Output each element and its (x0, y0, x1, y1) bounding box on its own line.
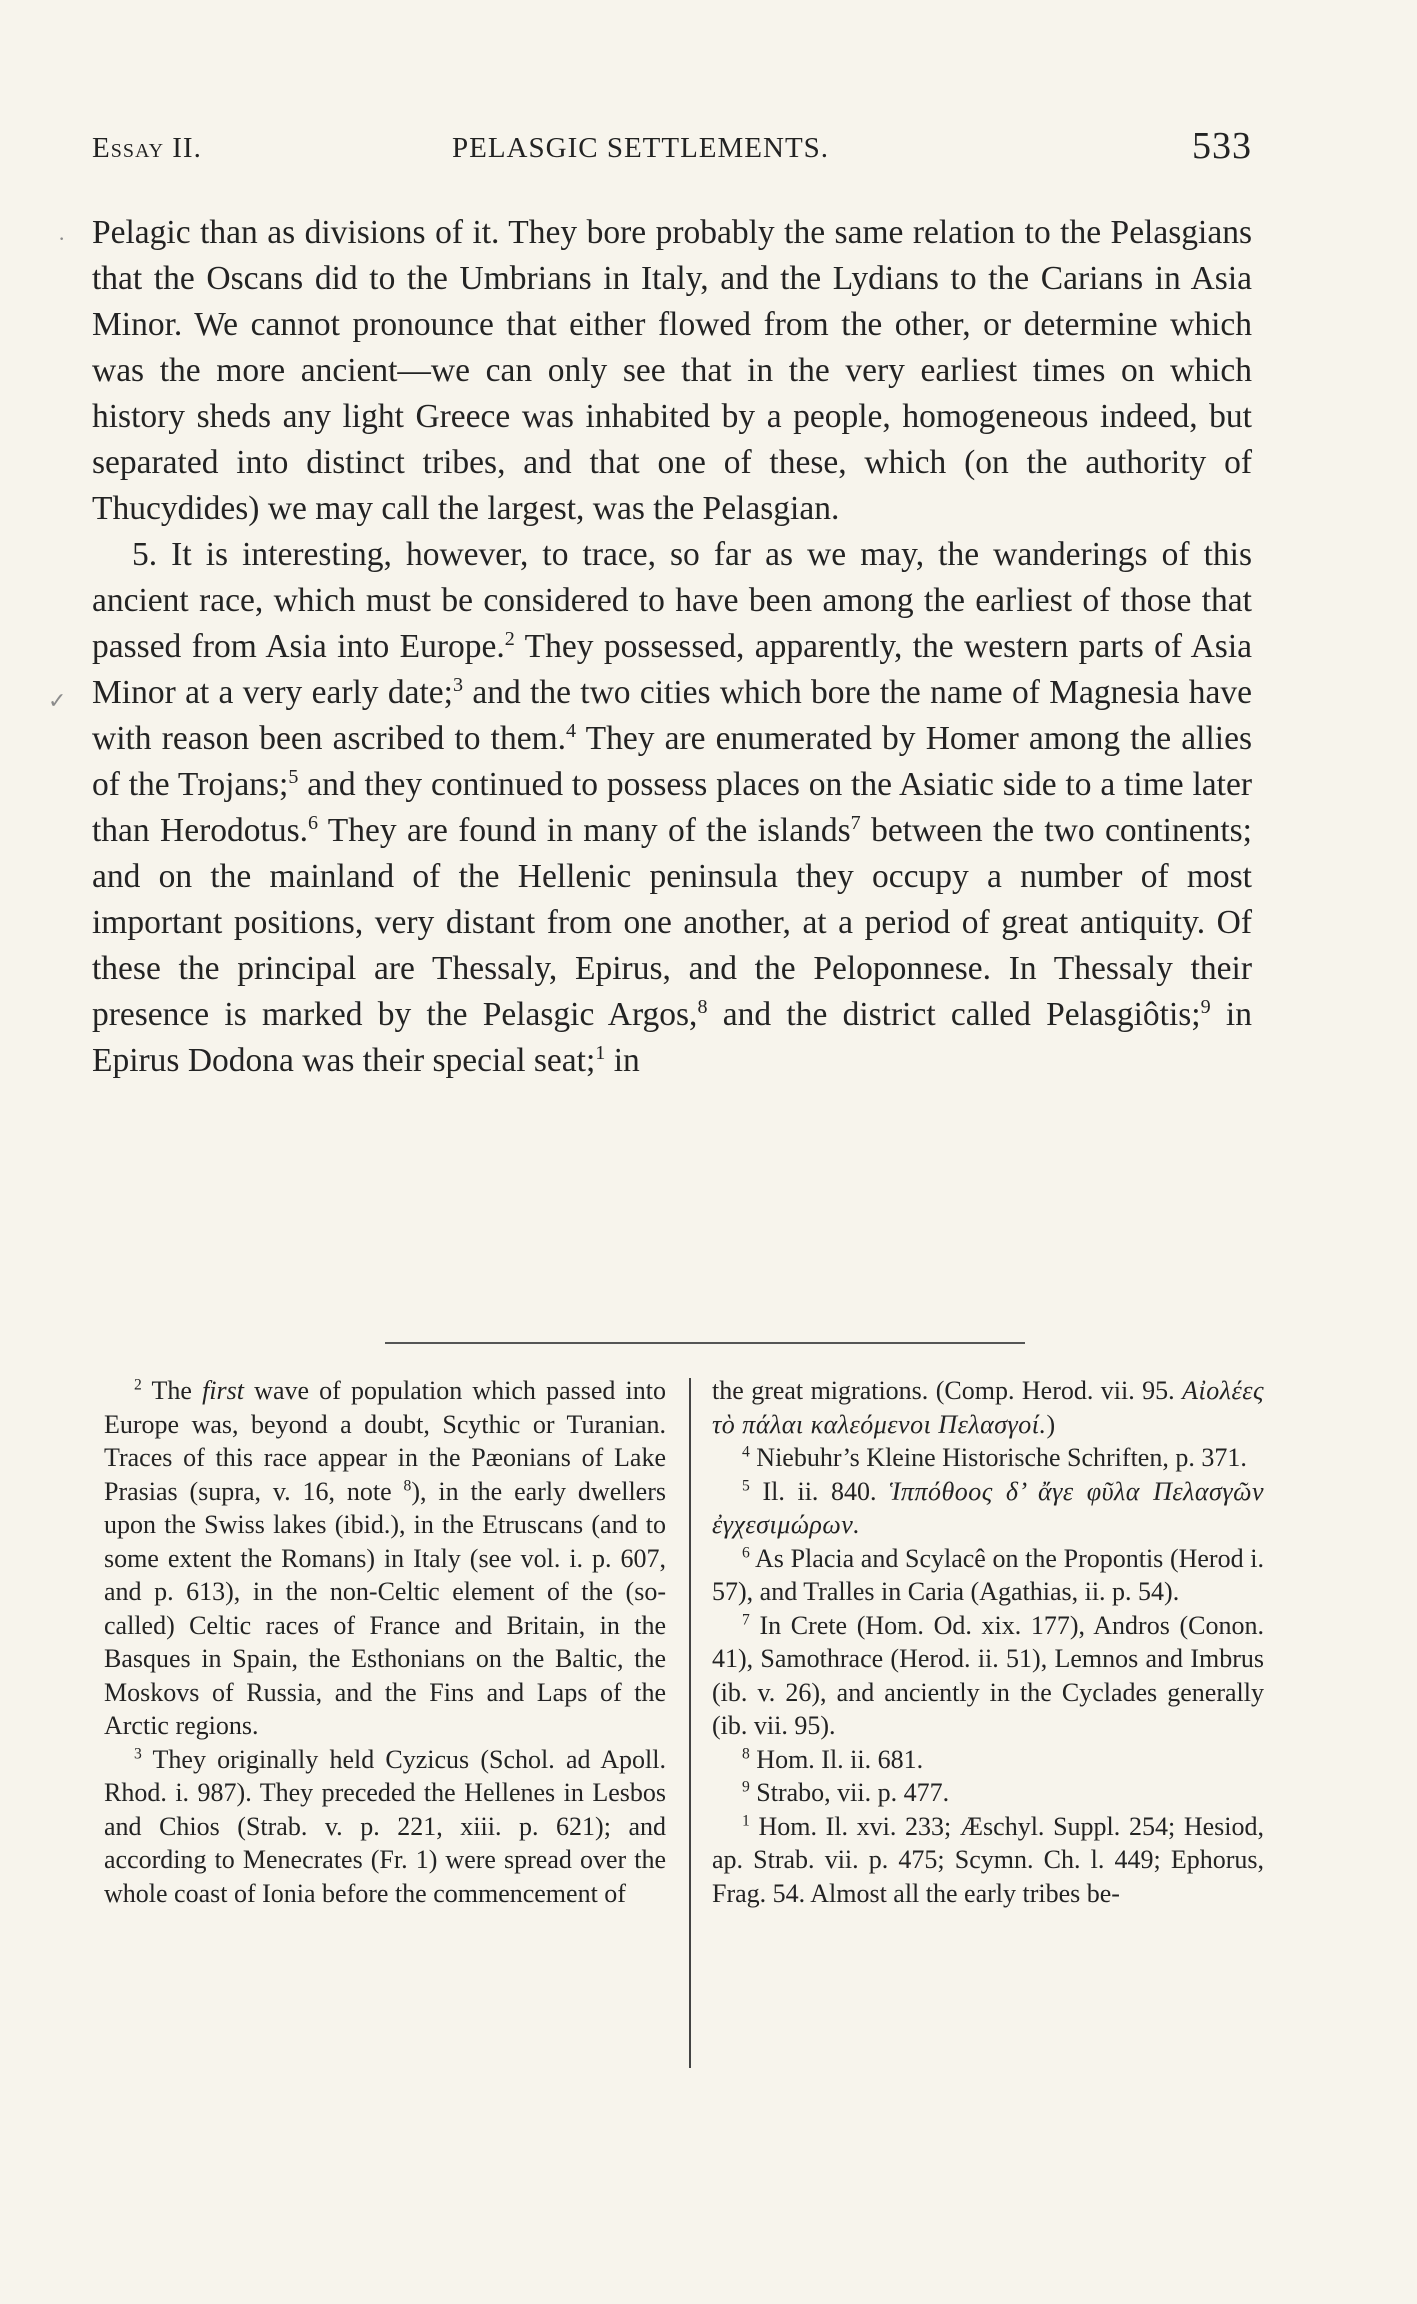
paragraph-2 (92, 532, 1252, 1084)
chapter-title: PELASGIC SETTLEMENTS. (452, 132, 830, 164)
footnote-6 (712, 1542, 1264, 1609)
footnote-ref-8: 8 (697, 995, 708, 1018)
footnote-8 (712, 1743, 1264, 1777)
footnote-text: They originally held Cyzicus (Schol. ad Apoll. Rhod. i. 987). They preceded the Hellenes in Lesbos and Chios (Strab. v. p. 221, xiii. p. 621); and according to Menecrates (Fr. 1) were spread over the whole coast of Ionia before the commencement of (104, 1744, 666, 1908)
footnote-text: Niebuhr’s Kleine Historische Schriften, p. 371. (749, 1443, 1247, 1472)
footnote-inner-ref: 8 (403, 1476, 412, 1494)
paragraph-2-part-j: in (605, 1042, 640, 1079)
footnote-text: Hom. Il. ii. 681. (749, 1744, 924, 1774)
footnote-text: Il. ii. 840. (749, 1476, 890, 1506)
footnote-text: ) (1046, 1409, 1056, 1439)
running-header (92, 124, 1252, 174)
footnote-number: 5 (742, 1476, 750, 1494)
footnote-number: 2 (134, 1376, 142, 1394)
footnote-number: 7 (742, 1610, 750, 1628)
footnote-3 (104, 1743, 666, 1911)
paragraph-2-part-h: and the district called Pelasgiôtis; (707, 996, 1201, 1033)
footnote-number: 9 (742, 1778, 750, 1796)
footnote-7 (712, 1609, 1264, 1743)
footnote-text: Hom. Il. xvi. 233; Æschyl. Suppl. 254; Hesiod, ap. Strab. vii. p. 475; Scymn. Ch. l. 449; Ephorus, Frag. 54. Almost all the early tribes be- (712, 1811, 1264, 1908)
footnote-text: the great migrations. (Comp. Herod. vii. 95. (712, 1376, 1183, 1405)
footnote-number: 8 (742, 1744, 750, 1762)
paragraph-1: Pelagic than as divisions of it. They bore probably the same relation to the Pelasgians that the Oscans did to the Umbrians in Italy, and the Lydians to the Carians in Asia Minor. We cannot pronounce that either flowed from the other, or determine which was the more ancient—we can only see that in the very earliest times on which history sheds any light Greece was inhabited by a people, homogeneous indeed, but separated into distinct tribes, and that one of these, which (on the authority of Thucydides) we may call the largest, was the Pelasgian. (92, 214, 1252, 527)
footnote-text: wave of population which passed into Europe was, beyond a doubt, Scythic or Turanian. Traces of this race appear in the Pæonians of Lake Prasias (supra, v. 16, note (104, 1376, 667, 1506)
paragraph-2-part-g: between the two continents; and on the mainland of the Hellenic peninsula they occupy a number of most important positions, very distant from one another, at a period of great antiquity. Of these the principal are Thessaly, Epirus, and the Peloponnese. In Thessaly their presence is marked by the Pelasgic Argos, (92, 812, 1252, 1033)
footnote-text: As Placia and Scylacê on the Propontis (Herod i. 57), and Tralles in Caria (Agathias, ii. p. 54). (712, 1543, 1264, 1606)
footnote-separator (385, 1342, 1025, 1344)
footnote-text: Strabo, vii. p. 477. (749, 1778, 950, 1807)
footnote-3-continued (712, 1374, 1264, 1441)
paragraph-2-part-d: They are enumerated by Homer among the allies of the Trojans; (92, 720, 1252, 803)
footnote-ref-7: 7 (850, 811, 861, 834)
footnote-ref-9: 9 (1200, 995, 1211, 1018)
main-text (92, 210, 1252, 1084)
footnote-4 (712, 1441, 1264, 1475)
greek-quote: Αἰολέες τὸ πάλαι καλεόμενοι Πελασγοί. (712, 1376, 1264, 1439)
margin-mark-icon: ✓ (48, 688, 67, 713)
footnote-number: 3 (134, 1744, 142, 1762)
footnote-5 (712, 1475, 1264, 1542)
paragraph-2-part-f: They are found in many of the islands (318, 812, 851, 849)
footnote-ref-2: 2 (504, 627, 515, 650)
footnote-emphasis: first (202, 1376, 244, 1405)
footnote-number: 1 (742, 1811, 750, 1829)
footnote-ref-3: 3 (452, 673, 464, 696)
paragraph-2-part-i: in Epirus Dodona was their special seat; (92, 996, 1252, 1079)
footnotes-left-column (104, 1374, 666, 1910)
footnote-number: 4 (742, 1443, 750, 1461)
essay-label: Essay II. (92, 132, 202, 164)
footnote-ref-1: 1 (595, 1041, 606, 1064)
footnote-text: ), in the early dwellers upon the Swiss lakes (ibid.), in the Etruscans (and to some extent the Romans) in Italy (see vol. i. p. 607, and p. 613), in the non-Celtic element of the (so-called) Celtic races of France and Britain, in the Basques in Spain, the Esthonians on the Baltic, the Moskovs of Russia, and the Fins and Laps of the Arctic regions. (104, 1476, 666, 1740)
footnote-ref-5: 5 (288, 765, 299, 788)
margin-dot: · (58, 226, 66, 251)
paragraph-2-part-a: 5. It is interesting, however, to trace, so far as we may, the wanderings of this ancient race, which must be considered to have been among the earliest of those that passed from Asia into Europe. (92, 536, 1252, 665)
footnotes-right-column (712, 1374, 1264, 1910)
footnote-text: The (141, 1376, 203, 1405)
footnote-2 (104, 1374, 666, 1743)
footnote-column-divider (689, 1378, 691, 2068)
footnote-1 (712, 1810, 1264, 1911)
paragraph-2-part-b: They possessed, apparently, the western parts of Asia Minor at a very early date; (92, 628, 1252, 711)
greek-quote: Ἱππόθοος δ’ ἄγε φῦλα Πελασγῶν ἐγχεσιμώρων. (712, 1476, 1264, 1539)
footnote-number: 6 (742, 1543, 750, 1561)
page-number: 533 (1192, 125, 1252, 167)
footnote-9 (712, 1776, 1264, 1810)
paragraph-2-part-c: and the two cities which bore the name of Magnesia have with reason been ascribed to them. (92, 674, 1252, 757)
footnote-ref-4: 4 (566, 719, 577, 742)
paragraph-2-part-e: and they continued to possess places on the Asiatic side to a time later than Herodotus. (92, 766, 1252, 849)
footnote-ref-6: 6 (307, 811, 319, 834)
footnote-text: In Crete (Hom. Od. xix. 177), Andros (Conon. 41), Samothrace (Herod. ii. 51), Lemnos and Imbrus (ib. v. 26), and anciently in the Cyclades generally (ib. vii. 95). (712, 1610, 1264, 1740)
